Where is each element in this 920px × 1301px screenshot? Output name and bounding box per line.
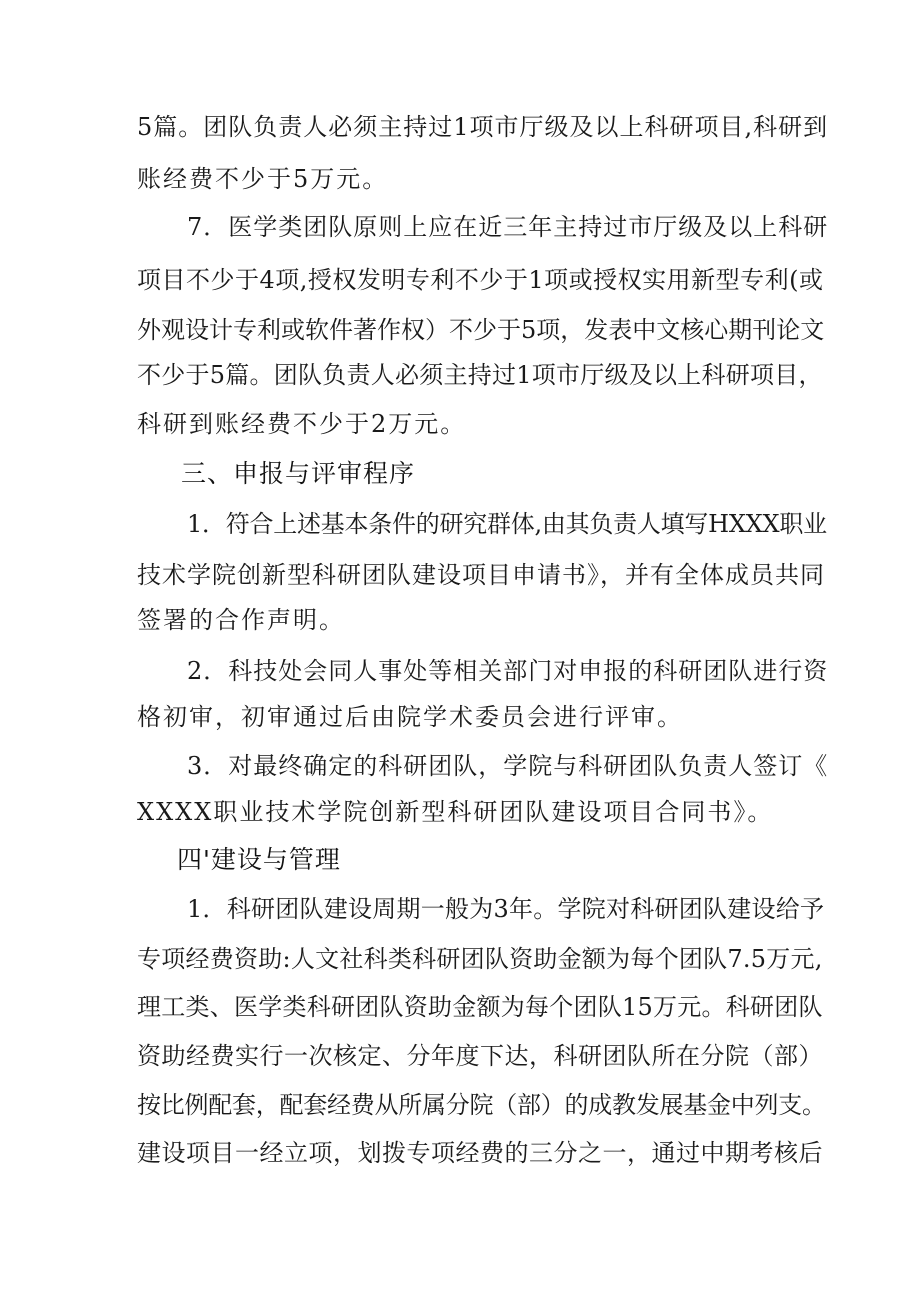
list-item-1: 1．符合上述基本条件的研究群体,由其负责人填写HXXX职业 — [187, 510, 827, 538]
paragraph-line: 账经费不少于5万元。 — [137, 165, 389, 193]
paragraph-line: 外观设计专利或软件著作权）不少于5项，发表中文核心期刊论文 — [137, 316, 825, 344]
paragraph-line: 签署的合作声明。 — [137, 606, 345, 634]
paragraph-line: 技术学院创新型科研团队建设项目申请书》，并有全体成员共同 — [137, 561, 825, 589]
paragraph-line: 5篇。团队负责人必须主持过1项市厅级及以上科研项目,科研到 — [137, 113, 829, 141]
section-heading-3: 三、申报与评审程序 — [181, 459, 416, 488]
paragraph-line: XXXX职业技术学院创新型科研团队建设项目合同书》。 — [137, 798, 774, 826]
section-heading-4: 四'建设与管理 — [177, 845, 341, 874]
paragraph-line: 建设项目一经立项，划拨专项经费的三分之一，通过中期考核后 — [137, 1139, 823, 1167]
list-item-2: 2．科技处会同人事处等相关部门对申报的科研团队进行资 — [187, 657, 829, 685]
list-item-1: 1．科研团队建设周期一般为3年。学院对科研团队建设给予 — [187, 895, 825, 923]
paragraph-line: 资助经费实行一次核定、分年度下达，科研团队所在分院（部） — [137, 1042, 823, 1070]
list-item-3: 3．对最终确定的科研团队，学院与科研团队负责人签订《 — [187, 752, 829, 780]
paragraph-line: 科研到账经费不少于2万元。 — [137, 410, 467, 438]
paragraph-line: 理工类、医学类科研团队资助金额为每个团队15万元。科研团队 — [137, 993, 823, 1021]
paragraph-line: 项目不少于4项,授权发明专利不少于1项或授权实用新型专利(或 — [137, 266, 824, 294]
paragraph-line: 按比例配套，配套经费从所属分院（部）的成教发展基金中列支。 — [137, 1091, 826, 1119]
paragraph-line: 不少于5篇。团队负责人必须主持过1项市厅级及以上科研项目， — [137, 361, 823, 389]
paragraph-line: 专项经费资助:人文社科类科研团队资助金额为每个团队7.5万元, — [137, 945, 823, 973]
list-item-7: 7．医学类团队原则上应在近三年主持过市厅级及以上科研 — [187, 213, 829, 241]
paragraph-line: 格初审，初审通过后由院学术委员会进行评审。 — [137, 703, 683, 731]
